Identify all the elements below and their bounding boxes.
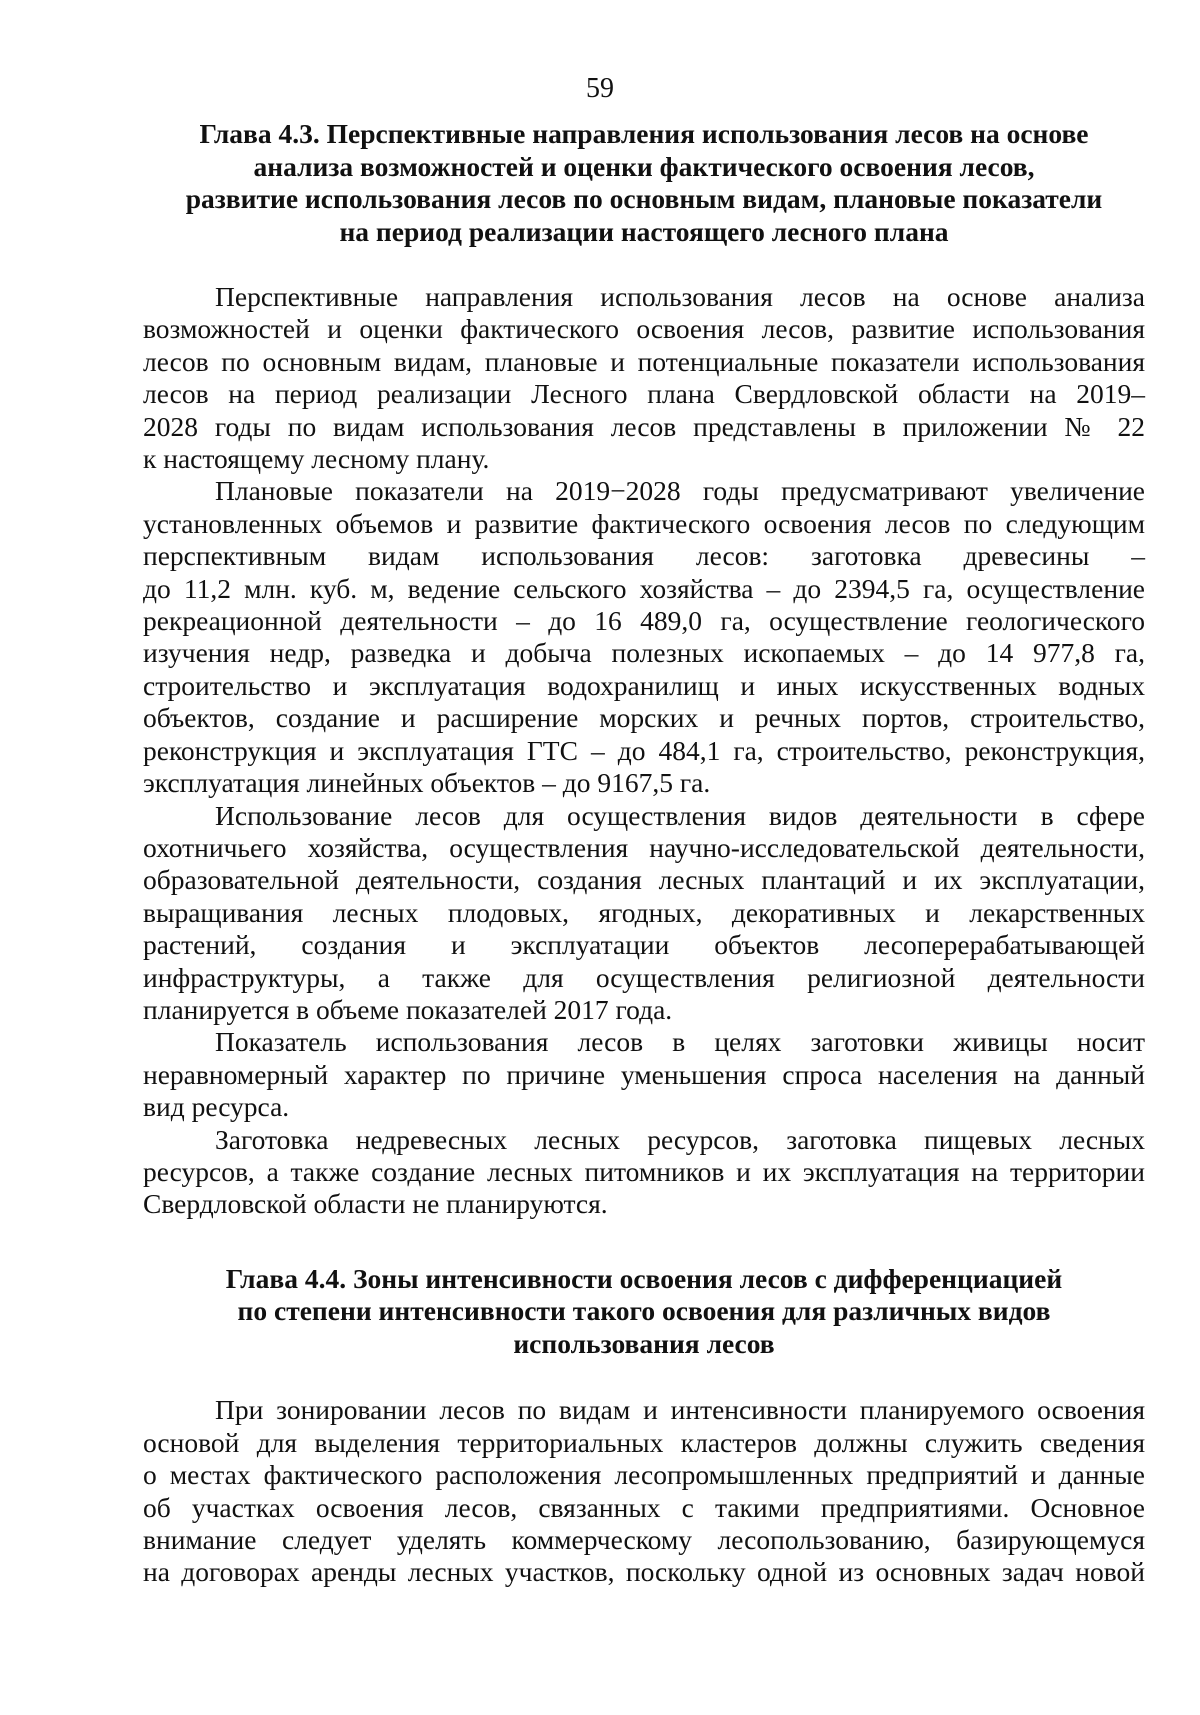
text-line: 2028 годы по видам использования лесов представлены в приложении № 22 [143, 410, 1145, 442]
text-line: лесов по основным видам, плановые и потенциальные показатели использования [143, 345, 1145, 377]
paragraph-other-uses [143, 800, 1145, 1027]
text-line: перспективным видам использования лесов: заготовка древесины – [143, 540, 1145, 572]
page-number: 59 [586, 73, 614, 104]
chapter-4-4-heading [143, 1263, 1145, 1361]
text-line: Свердловской области не планируются. [143, 1188, 608, 1220]
heading-line: анализа возможностей и оценки фактического освоения лесов, [253, 150, 1035, 182]
text-line: Перспективные направления использования лесов на основе анализа [215, 281, 1145, 312]
text-line: выращивания лесных плодовых, ягодных, декоративных и лекарственных [143, 896, 1145, 928]
text-line: до 11,2 млн. куб. м, ведение сельского хозяйства – до 2394,5 га, осуществление [143, 572, 1145, 604]
text-line: растений, создания и эксплуатации объектов лесоперерабатывающей [143, 929, 1145, 961]
text-line: об участках освоения лесов, связанных с такими предприятиями. Основное [143, 1491, 1145, 1523]
heading-line: на период реализации настоящего лесного плана [339, 215, 949, 247]
text-line: основой для выделения территориальных кластеров должны служить сведения [143, 1426, 1145, 1458]
paragraph-non-timber-resources [143, 1124, 1145, 1221]
chapter-4-3-heading [143, 118, 1145, 248]
text-line: установленных объемов и развитие фактического освоения лесов по следующим [143, 507, 1145, 539]
text-line: планируется в объеме показателей 2017 года. [143, 993, 673, 1025]
heading-line: использования лесов [513, 1327, 775, 1359]
text-line: рекреационной деятельности – до 16 489,0 га, осуществление геологического [143, 605, 1145, 637]
text-line: Заготовка недревесных лесных ресурсов, заготовка пищевых лесных [215, 1123, 1145, 1155]
paragraph-resin-harvesting [143, 1026, 1145, 1123]
text-line: лесов на период реализации Лесного плана Свердловской области на 2019– [143, 378, 1145, 410]
text-line: Использование лесов для осуществления видов деятельности в сфере [215, 799, 1145, 831]
text-line: изучения недр, разведка и добыча полезных ископаемых – до 14 977,8 га, [143, 637, 1145, 669]
paragraph-planned-indicators [143, 475, 1145, 799]
text-line: неравномерный характер по причине уменьшения спроса населения на данный [143, 1058, 1145, 1090]
paragraph-plans-reference [143, 281, 1145, 475]
text-line: строительство и эксплуатация водохранилищ и иных искусственных водных [143, 669, 1145, 701]
page-content [143, 118, 1145, 1589]
text-line: на договорах аренды лесных участков, поскольку одной из основных задач новой [143, 1556, 1145, 1588]
text-line: охотничьего хозяйства, осуществления научно-исследовательской деятельности, [143, 831, 1145, 863]
heading-line: Глава 4.3. Перспективные направления использования лесов на основе [199, 118, 1089, 149]
text-line: При зонировании лесов по видам и интенсивности планируемого освоения [215, 1394, 1145, 1426]
text-line: Показатель использования лесов в целях заготовки живицы носит [215, 1026, 1145, 1058]
heading-line: Глава 4.4. Зоны интенсивности освоения лесов с дифференциацией [225, 1262, 1063, 1294]
paragraph-zoning [143, 1394, 1145, 1588]
text-line: к настоящему лесному плану. [143, 443, 490, 475]
text-line: Плановые показатели на 2019−2028 годы предусматривают увеличение [215, 475, 1145, 507]
text-line: объектов, создание и расширение морских и речных портов, строительство, [143, 702, 1145, 734]
text-line: возможностей и оценки фактического освоения лесов, развитие использования [143, 313, 1145, 345]
text-line: о местах фактического расположения лесопромышленных предприятий и данные [143, 1459, 1145, 1491]
heading-line: развитие использования лесов по основным видам, плановые показатели [185, 183, 1103, 214]
text-line: реконструкция и эксплуатация ГТС – до 484,1 га, строительство, реконструкция, [143, 734, 1145, 766]
text-line: эксплуатация линейных объектов – до 9167,5 га. [143, 767, 711, 799]
text-line: образовательной деятельности, создания лесных плантаций и их эксплуатации, [143, 864, 1145, 896]
heading-line: по степени интенсивности такого освоения для различных видов [237, 1295, 1051, 1327]
text-line: ресурсов, а также создание лесных питомников и их эксплуатация на территории [143, 1155, 1145, 1187]
text-line: вид ресурса. [143, 1091, 290, 1123]
text-line: инфраструктуры, а также для осуществления религиозной деятельности [143, 961, 1145, 993]
text-line: внимание следует уделять коммерческому лесопользованию, базирующемуся [143, 1523, 1145, 1555]
